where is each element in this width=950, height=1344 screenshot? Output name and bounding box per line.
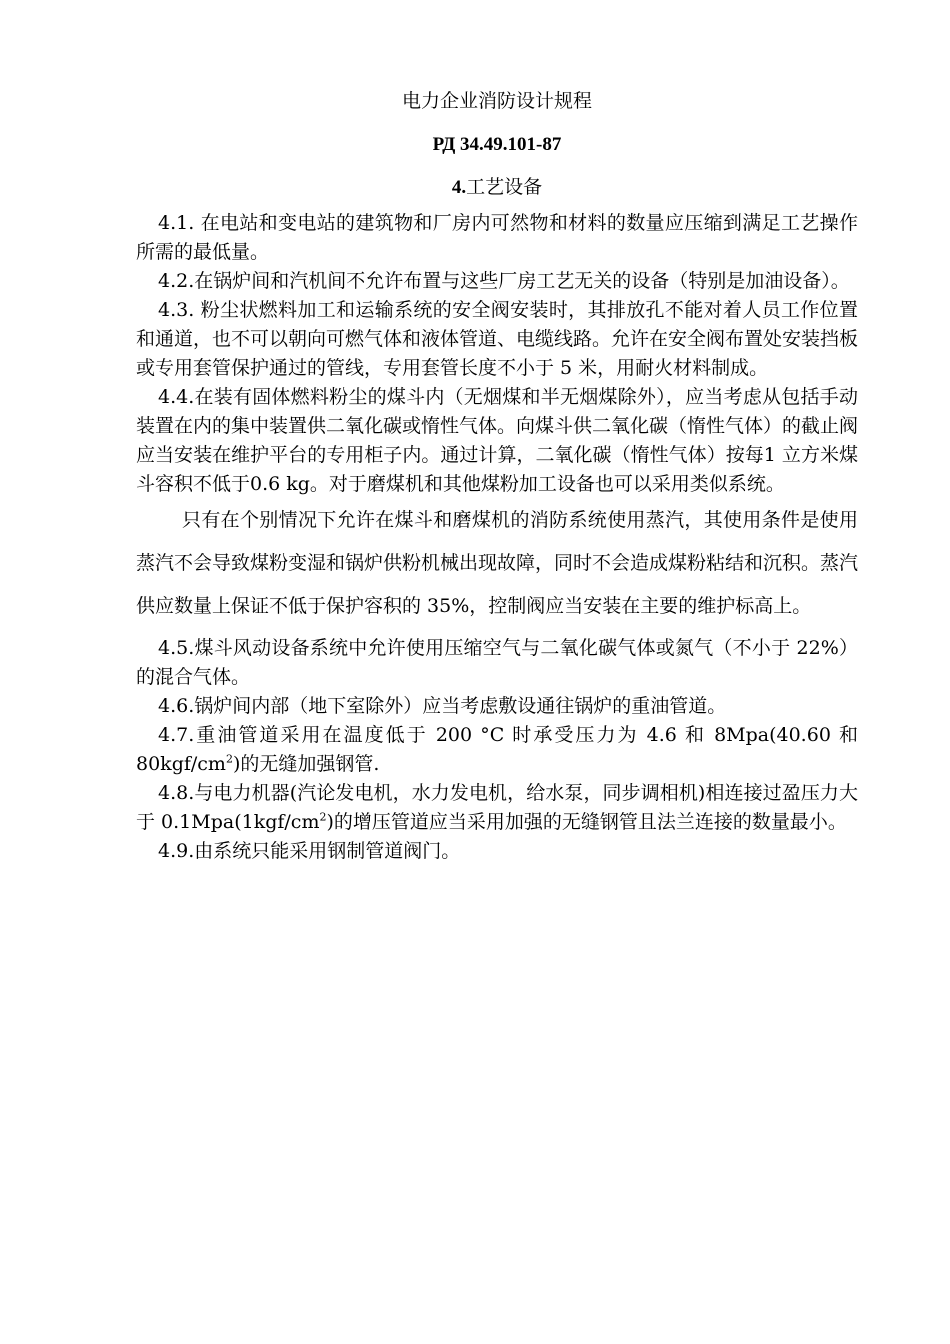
paragraph-4-1: 4.1. 在电站和变电站的建筑物和厂房内可然物和材料的数量应压缩到满足工艺操作所需的最低量。	[136, 212, 858, 263]
paragraph-4-8-tail: )的增压管道应当采用加强的无缝钢管且法兰连接的数量最小。	[326, 811, 847, 833]
section-heading	[136, 174, 858, 201]
paragraph-4-6: 4.6.锅炉间内部（地下室除外）应当考虑敷设通往锅炉的重油管道。	[158, 695, 727, 717]
paragraph-4-8	[136, 779, 858, 837]
document-title: 电力企业消防设计规程	[401, 90, 592, 112]
paragraph-4-5: 4.5.煤斗风动设备系统中允许使用压缩空气与二氧化碳气体或氮气（不小于 22%）的混合气体。	[136, 637, 858, 688]
section-title: 工艺设备	[466, 176, 543, 198]
section-number: 4.	[451, 177, 467, 198]
document-code: РД 34.49.101-87	[432, 134, 562, 155]
paragraph-steam: 只有在个别情况下允许在煤斗和磨煤机的消防系统使用蒸汽，其使用条件是使用蒸汽不会导致煤粉变湿和锅炉供粉机械出现故障，同时不会造成煤粉粘结和沉积。蒸汽供应数量上保证不低于保护容积的 35%，控制阀应当安装在主要的维护标高上。	[136, 509, 859, 617]
superscript: 2	[225, 752, 233, 766]
paragraph-4-8-text: 4.8.与电力机器(汽论发电机，水力发电机，给水泵，同步调相机)相连接过盈压力大于 0.1Mpa(1kgf/cm	[136, 782, 858, 833]
paragraph-4-4: 4.4.在装有固体燃料粉尘的煤斗内（无烟煤和半无烟煤除外），应当考虑从包括手动装置在内的集中装置供二氧化碳或惰性气体。向煤斗供二氧化碳（惰性气体）的截止阀应当安装在维护平台的专用柜子内。通过计算，二氧化碳（惰性气体）按每1 立方米煤斗容积不低于0.6 kg。对于磨煤机和其他煤粉加工设备也可以采用类似系统。	[136, 386, 859, 495]
paragraph-4-3: 4.3. 粉尘状燃料加工和运输系统的安全阀安装时，其排放孔不能对着人员工作位置和通道，也不可以朝向可燃气体和液体管道、电缆线路。允许在安全阀布置处安装挡板或专用套管保护通过的管线，专用套管长度不小于 5 米，用耐火材料制成。	[136, 299, 859, 379]
paragraph-4-7-tail: )的无缝加强钢管.	[232, 753, 380, 775]
paragraph-4-9: 4.9.由系统只能采用钢制管道阀门。	[158, 840, 461, 862]
superscript: 2	[319, 810, 327, 824]
paragraph-4-2: 4.2.在锅炉间和汽机间不允许布置与这些厂房工艺无关的设备（特别是加油设备）。	[158, 270, 850, 292]
paragraph-4-7	[136, 721, 858, 779]
paragraph-4-7-text: 4.7.重油管道采用在温度低于 200 °C 时承受压力为 4.6 和 8Mpa(40.60 和 80kgf/cm	[136, 724, 858, 775]
